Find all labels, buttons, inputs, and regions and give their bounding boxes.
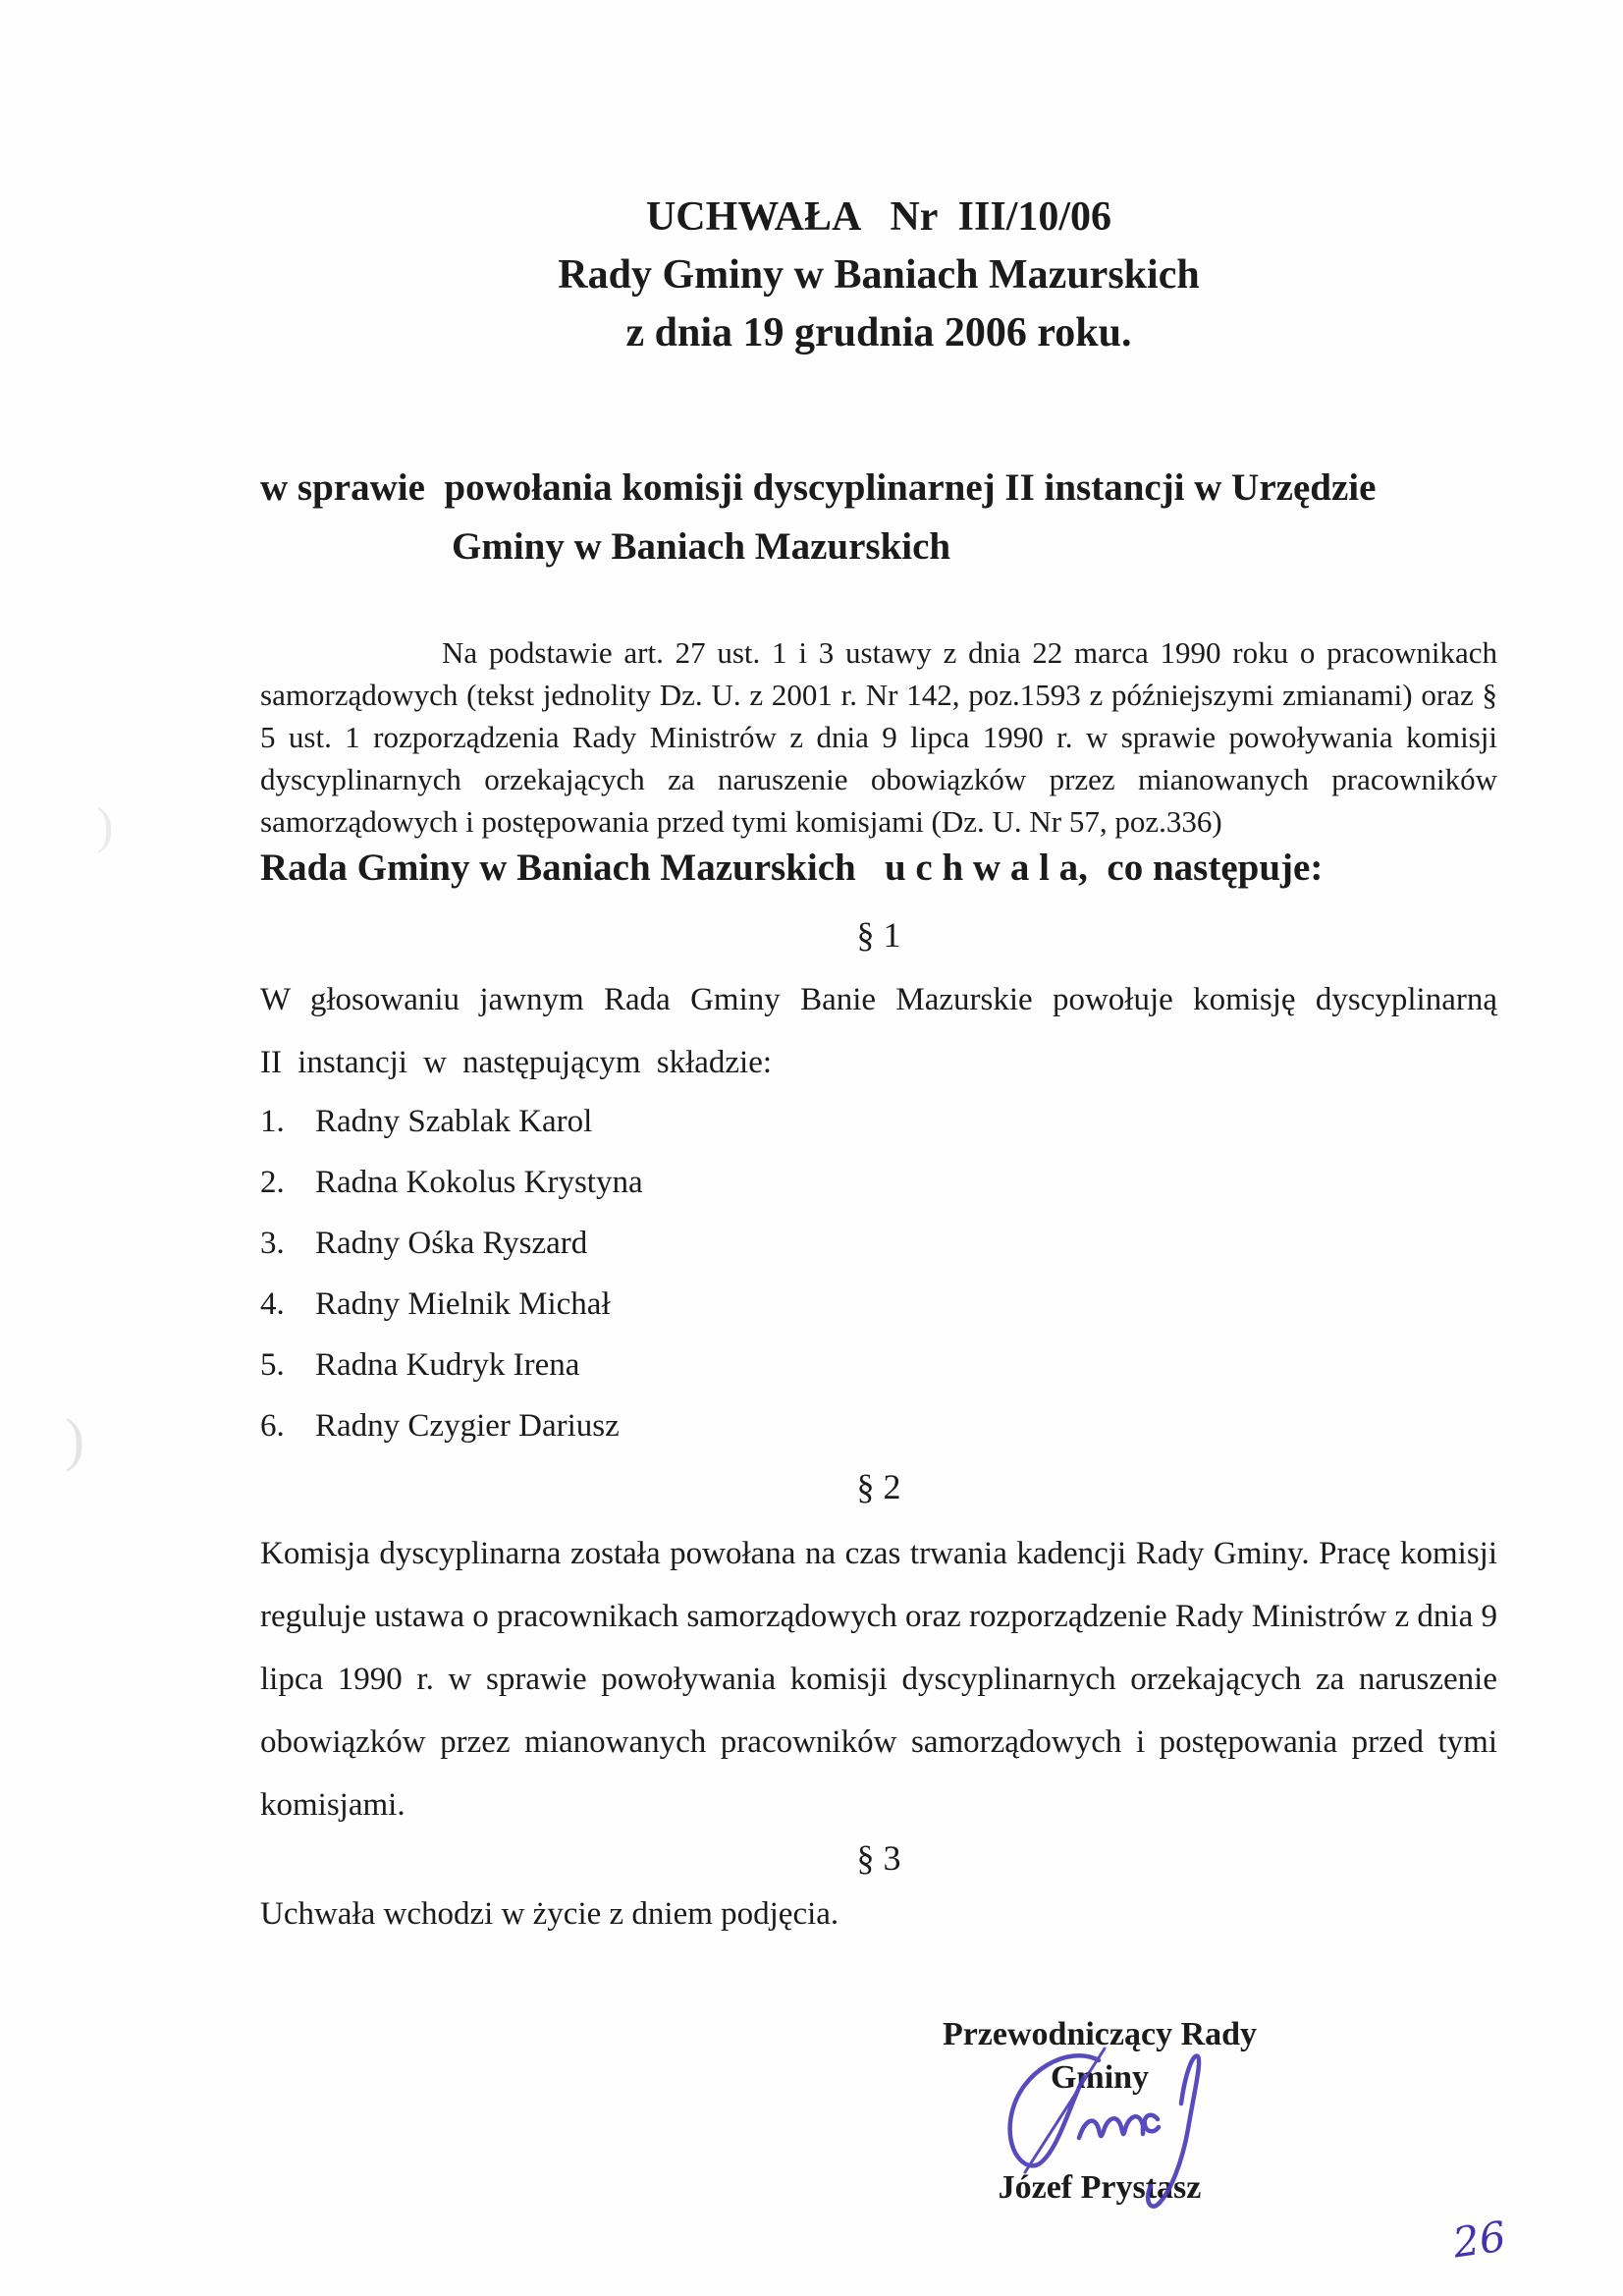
member-number: 4. [260, 1286, 285, 1322]
member-name: Radna Kudryk Irena [315, 1347, 580, 1383]
document-title-block [260, 0, 1497, 362]
member-item [260, 1406, 1497, 1446]
member-number: 1. [260, 1104, 285, 1139]
member-number: 5. [260, 1347, 285, 1383]
member-item [260, 1163, 1497, 1202]
section-1-mark: § 1 [856, 915, 901, 955]
title-line-resolution-number: UCHWAŁA Nr III/10/06 [645, 194, 1112, 240]
subject-block [260, 459, 1497, 576]
scan-artifact: ) [65, 1407, 84, 1472]
member-name: Radny Szablak Karol [315, 1104, 593, 1139]
member-item [260, 1224, 1497, 1263]
section-2-body: Komisja dyscyplinarna została powołana na czas trwania kadencji Rady Gminy. Pracę komisji reguluje ustawa o pracownikach samorządowych oraz rozporządzenie Rady Ministrów z dnia 9 lipca 1990 r. w sprawie powoływania komisji dyscyplinarnych orzekających za naruszenie obowiązków przez mianowanych pracowników samorządowych i postępowania przed tymi komisjami. [260, 1536, 1497, 1823]
section-2-mark: § 2 [856, 1467, 901, 1506]
subject-line-1: w sprawie powołania komisji dyscyplinarnej II instancji w Urzędzie [260, 466, 1377, 509]
title-line-date: z dnia 19 grudnia 2006 roku. [625, 310, 1132, 355]
member-name: Radny Mielnik Michał [315, 1286, 611, 1322]
subject-line-2: Gminy w Baniach Mazurskich [452, 525, 951, 568]
handwritten-page-number: 26 [1449, 2212, 1509, 2268]
member-name: Radny Czygier Dariusz [315, 1408, 620, 1444]
document-content [260, 0, 1497, 2210]
member-number: 2. [260, 1165, 285, 1200]
title-line-council-name: Rady Gminy w Baniach Mazurskich [558, 252, 1200, 298]
committee-members-list [260, 1102, 1497, 1446]
member-item [260, 1345, 1497, 1385]
signature-block [908, 2013, 1291, 2210]
enacting-formula: Rada Gminy w Baniach Mazurskich u c h w a l a, co następuje: [260, 847, 1324, 889]
member-item [260, 1285, 1497, 1324]
scan-artifact: ) [96, 798, 114, 854]
member-item [260, 1102, 1497, 1141]
section-3-mark: § 3 [856, 1838, 901, 1878]
member-number: 3. [260, 1226, 285, 1261]
section-3-body: Uchwała wchodzi w życie z dniem podjęcia. [260, 1896, 839, 1932]
signature-role: Przewodniczący Rady Gminy [942, 2016, 1258, 2096]
member-name: Radna Kokolus Krystyna [315, 1165, 643, 1200]
legal-basis-paragraph: Na podstawie art. 27 ust. 1 i 3 ustawy z dnia 22 marca 1990 roku o pracownikach samorządowych (tekst jednolity Dz. U. z 2001 r. Nr 142, poz.1593 z późniejszymi zmianami) oraz § 5 ust. 1 rozporządzenia Rady Ministrów z dnia 9 lipca 1990 r. w sprawie powoływania komisji dyscyplinarnych orzekających za naruszenie obowiązków przez mianowanych pracowników samorządowych i postępowania przed tymi komisjami (Dz. U. Nr 57, poz.336) [260, 635, 1497, 839]
member-name: Radny Ośka Ryszard [315, 1226, 588, 1261]
signature-name: Józef Prystasz [998, 2169, 1202, 2206]
section-1-body: W głosowaniu jawnym Rada Gminy Banie Mazurskie powołuje komisję dyscyplinarną II instancji w następującym składzie: [260, 982, 1497, 1080]
member-number: 6. [260, 1408, 285, 1444]
